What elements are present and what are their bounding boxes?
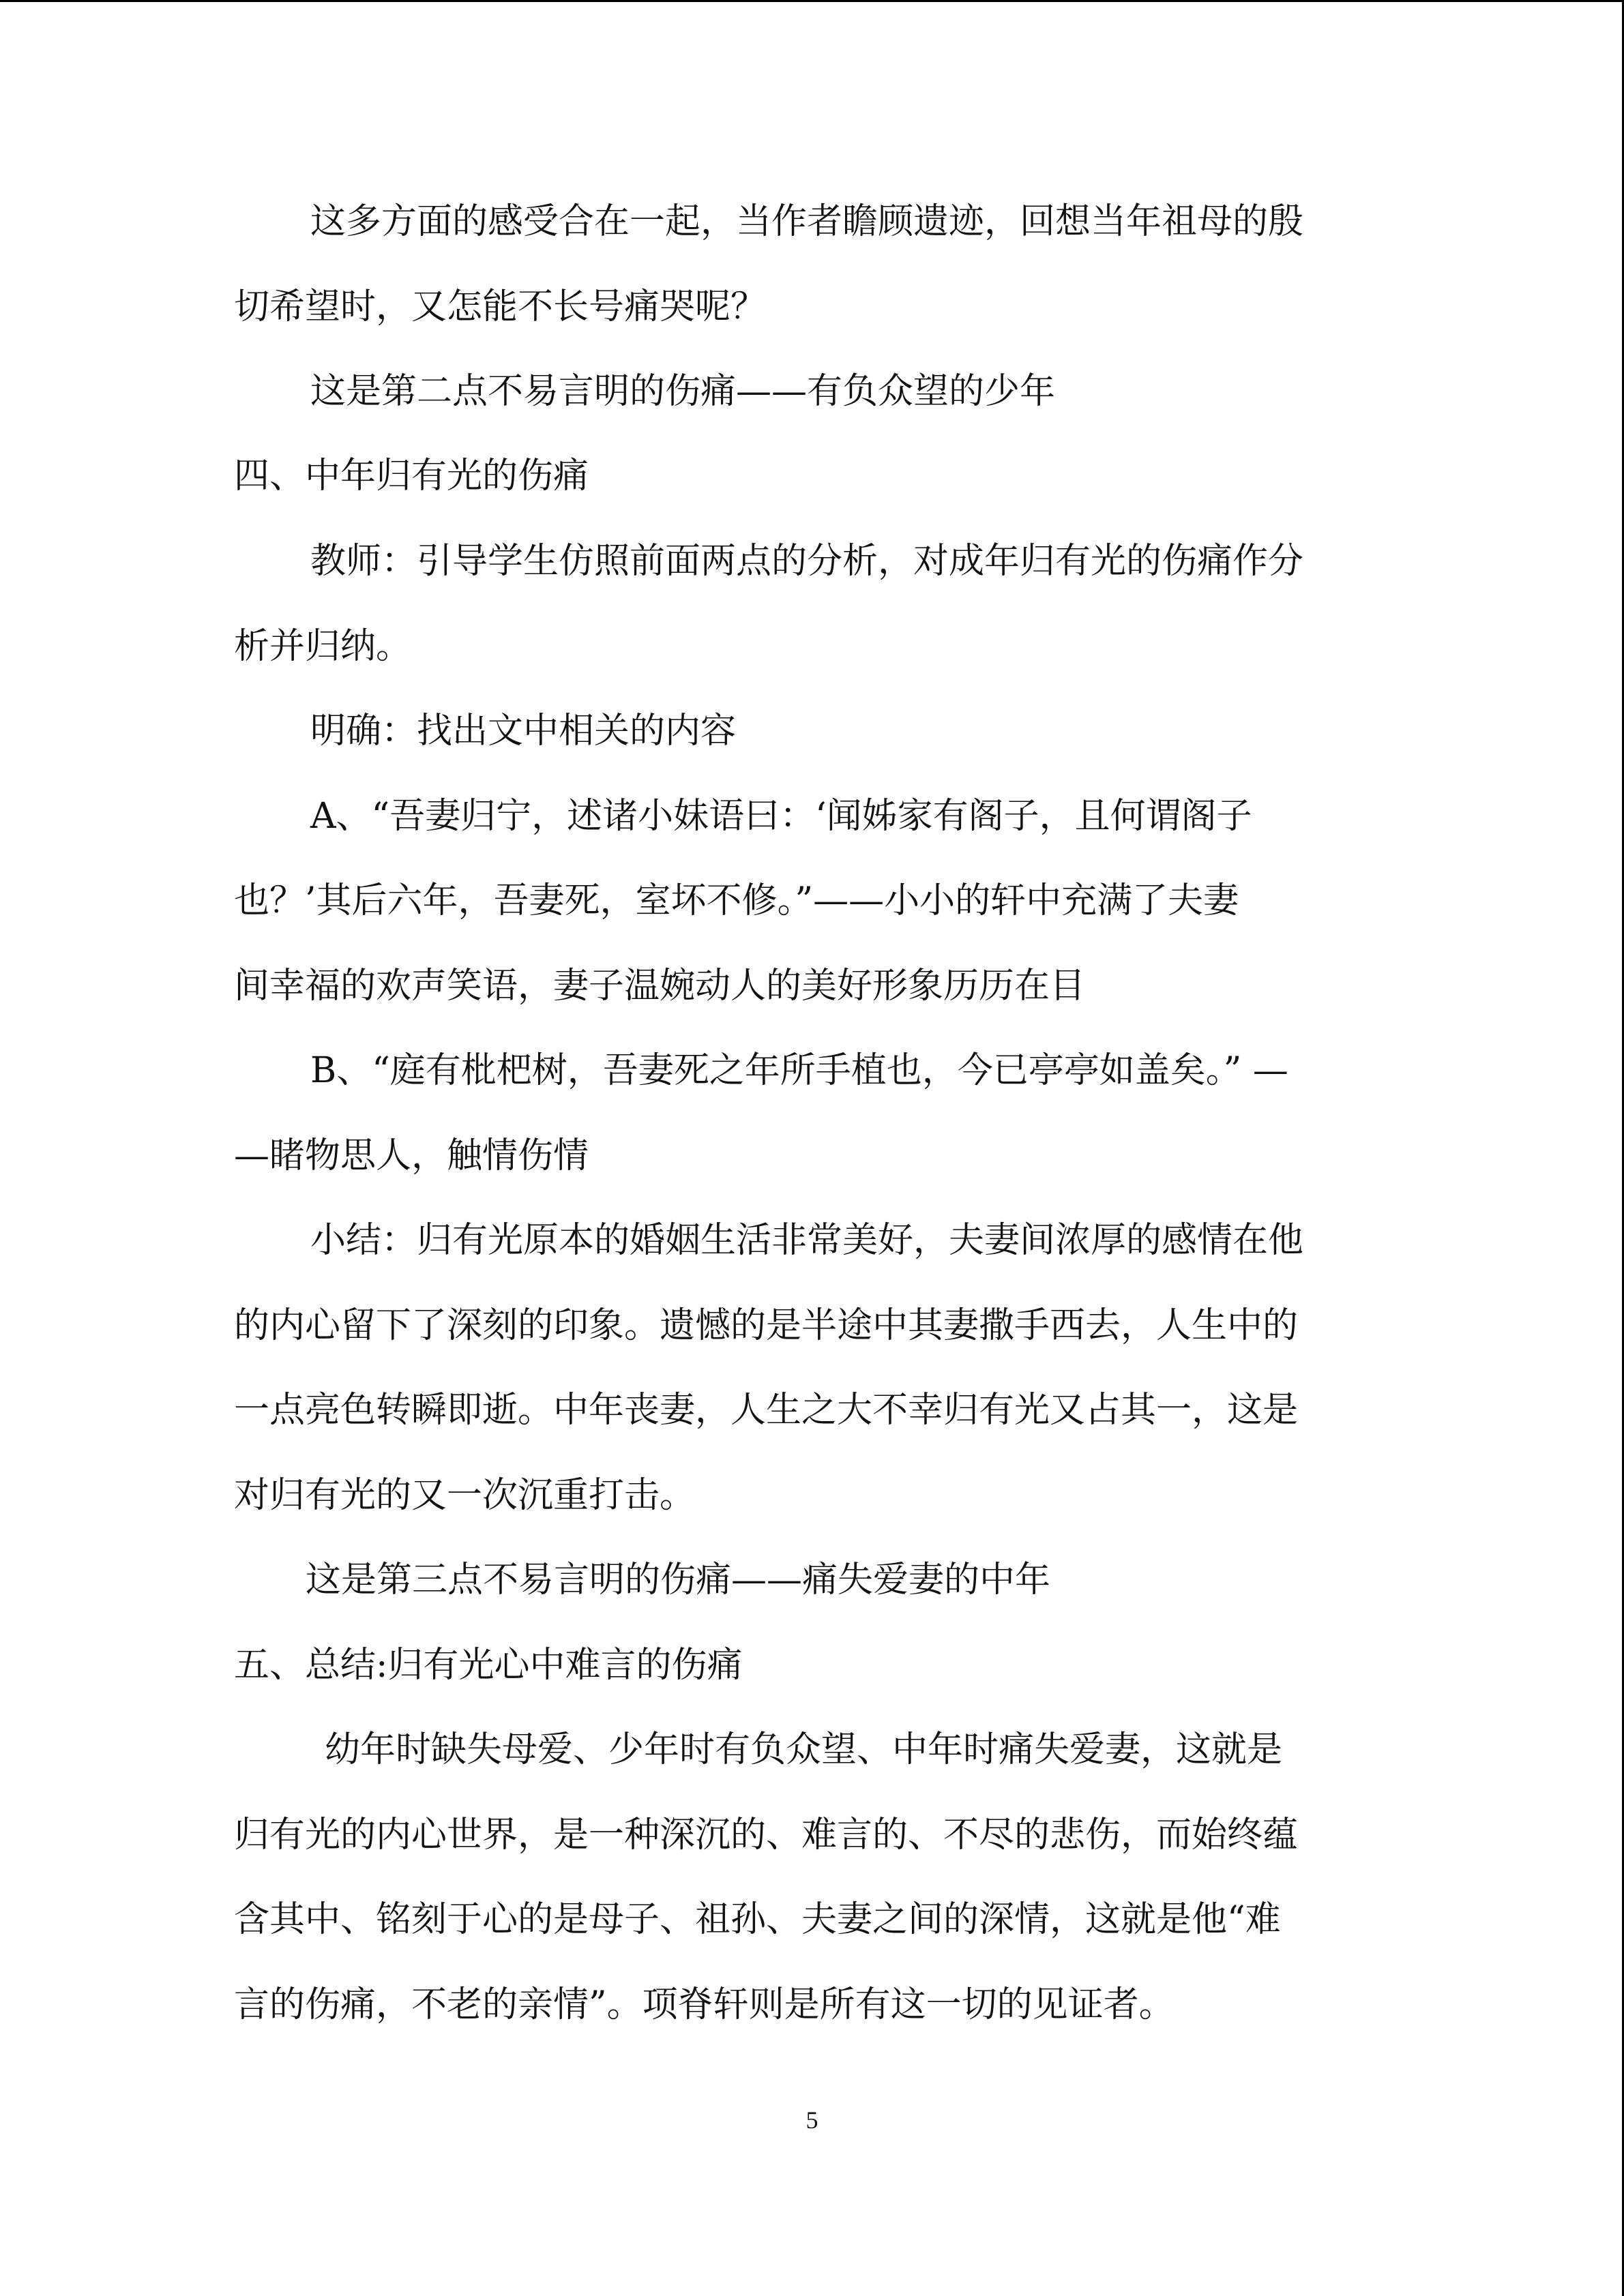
section-heading: 五、总结:归有光心中难言的伤痛 — [234, 1645, 743, 1686]
paragraph-line: A、“吾妻归宁，述诸小妹语曰：‘闻姊家有阁子，且何谓阁子 — [310, 796, 1252, 837]
paragraph-line: 明确：找出文中相关的内容 — [310, 711, 737, 751]
paragraph-line: B、“庭有枇杷树，吾妻死之年所手植也，今已亭亭如盖矣。” — — [310, 1050, 1288, 1091]
paragraph-line: 也？’其后六年，吾妻死，室坏不修。”——小小的轩中充满了夫妻 — [234, 880, 1239, 921]
paragraph-line: 这是第三点不易言明的伤痛——痛失爱妻的中年 — [306, 1560, 1051, 1600]
paragraph-line: 这多方面的感受合在一起，当作者瞻顾遗迹，回想当年祖母的殷 — [310, 201, 1304, 242]
paragraph-line: 言的伤痛，不老的亲情”。项脊轩则是所有这一切的见证者。 — [234, 1984, 1175, 2025]
paragraph-line: —睹物思人，触情伤情 — [234, 1135, 589, 1176]
top-border-line — [0, 0, 1624, 2]
paragraph-line: 一点亮色转瞬即逝。中年丧妻，人生之大不幸归有光又占其一，这是 — [234, 1390, 1299, 1431]
paragraph-line: 教师：引导学生仿照前面两点的分析，对成年归有光的伤痛作分 — [310, 541, 1304, 582]
paragraph-line: 对归有光的又一次沉重打击。 — [234, 1475, 696, 1516]
paragraph-line: 间幸福的欢声笑语，妻子温婉动人的美好形象历历在目 — [234, 966, 1086, 1007]
paragraph-line: 这是第二点不易言明的伤痛——有负众望的少年 — [310, 371, 1056, 412]
paragraph-line: 归有光的内心世界，是一种深沉的、难言的、不尽的悲伤，而始终蕴 — [234, 1815, 1299, 1855]
section-heading: 四、中年归有光的伤痛 — [234, 456, 589, 496]
paragraph-line: 幼年时缺失母爱、少年时有负众望、中年时痛失爱妻，这就是 — [325, 1729, 1283, 1770]
paragraph-line: 析并归纳。 — [234, 626, 412, 667]
page-number: 5 — [806, 2106, 818, 2134]
paragraph-line: 的内心留下了深刻的印象。遗憾的是半途中其妻撒手西去，人生中的 — [234, 1305, 1299, 1346]
paragraph-line: 切希望时，又怎能不长号痛哭呢？ — [234, 286, 767, 327]
paragraph-line: 小结：归有光原本的婚姻生活非常美好，夫妻间浓厚的感情在他 — [310, 1220, 1304, 1261]
paragraph-line: 含其中、铭刻于心的是母子、祖孙、夫妻之间的深情，这就是他“难 — [234, 1899, 1281, 1940]
